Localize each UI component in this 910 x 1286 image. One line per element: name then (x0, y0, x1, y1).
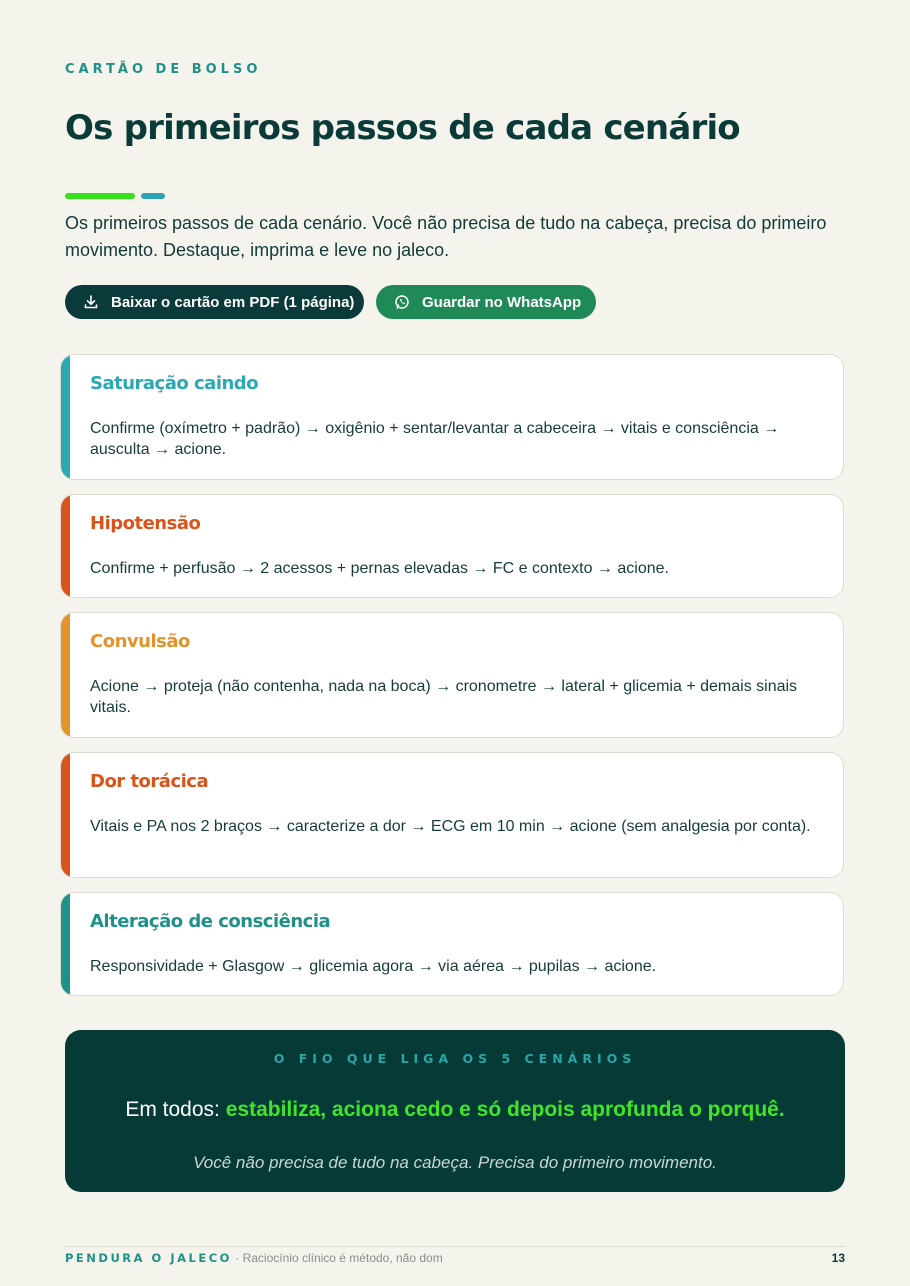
summary-panel (65, 1030, 845, 1192)
intro-paragraph: Os primeiros passos de cada cenário. Você não precisa de tudo na cabeça, precisa do primeiro movimento. Destaque, imprima e leve no jaleco. (65, 213, 827, 260)
card-accent (61, 753, 70, 877)
whatsapp-icon (394, 294, 410, 310)
scenario-card-hipotensao (60, 494, 844, 598)
page-footer (65, 1246, 845, 1275)
summary-kicker: O FIO QUE LIGA OS 5 CENÁRIOS (273, 1051, 637, 1066)
download-icon (83, 294, 99, 310)
card-title: Hipotensão (90, 513, 201, 534)
card-title: Alteração de consciência (90, 911, 331, 932)
card-text: Responsividade + Glasgow → glicemia agora → via aérea → pupilas → acione. (90, 958, 657, 975)
card-text: Confirme (oxímetro + padrão) → oxigênio + sentar/levantar a cabeceira → vitais e consciência → ausculta → acione. (90, 420, 780, 458)
accent-bar-teal (141, 193, 165, 199)
card-accent (61, 893, 70, 995)
card-accent (61, 355, 70, 479)
eyebrow-label: CARTÃO DE BOLSO (65, 62, 262, 77)
card-title: Dor torácica (90, 771, 209, 792)
summary-lead-in: Em todos: (125, 1098, 226, 1121)
footer-tagline: Raciocínio clínico é método, não dom (242, 1251, 443, 1265)
scenario-card-dor-toracica (60, 752, 844, 878)
accent-bar-green (65, 193, 135, 199)
summary-highlight: estabiliza, aciona cedo e só depois aprofunda o porquê. (225, 1098, 785, 1121)
download-pdf-label: Baixar o cartão em PDF (1 página) (111, 293, 355, 311)
card-title: Saturação caindo (90, 373, 259, 394)
scenario-card-consciencia (60, 892, 844, 996)
page-title: Os primeiros passos de cada cenário (65, 108, 740, 148)
scenario-card-saturacao (60, 354, 844, 480)
download-pdf-button[interactable] (65, 285, 364, 319)
card-text: Vitais e PA nos 2 braços → caracterize a dor → ECG em 10 min → acione (sem analgesia por conta). (90, 818, 811, 835)
card-title: Convulsão (90, 631, 190, 652)
page-number: 13 (831, 1251, 845, 1265)
summary-note: Você não precisa de tudo na cabeça. Precisa do primeiro movimento. (193, 1153, 717, 1172)
card-text: Confirme + perfusão → 2 acessos + pernas elevadas → FC e contexto → acione. (90, 560, 669, 577)
scenario-card-convulsao (60, 612, 844, 738)
summary-statement (65, 1098, 845, 1122)
card-accent (61, 495, 70, 597)
card-text: Acione → proteja (não contenha, nada na boca) → cronometre → lateral + glicemia + demais sinais vitais. (90, 678, 798, 716)
footer-separator: · (231, 1251, 243, 1265)
save-whatsapp-button[interactable] (376, 285, 596, 319)
save-whatsapp-label: Guardar no WhatsApp (422, 293, 582, 311)
card-accent (61, 613, 70, 737)
footer-brand: PENDURA O JALECO (65, 1251, 232, 1265)
